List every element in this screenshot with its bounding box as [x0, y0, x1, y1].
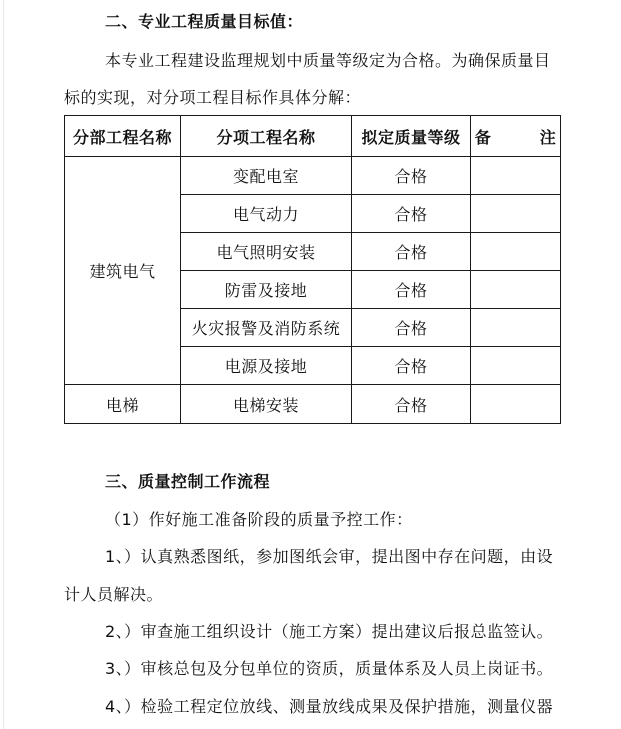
group-cell-elevator: 电梯 — [105, 395, 139, 415]
table-cell-grade: 合格 — [394, 205, 428, 224]
table-cell-note — [471, 233, 560, 270]
quality-target-table — [64, 115, 561, 424]
table-cell-note — [471, 157, 560, 194]
table-cell-item: 电源及接地 — [224, 357, 308, 376]
section-2-intro-line-1: 本专业工程建设监理规划中质量等级定为合格。为确保质量目 — [105, 51, 551, 70]
table-cell-item: 电气动力 — [232, 205, 299, 224]
table-cell-note — [471, 385, 560, 423]
table-cell-grade: 合格 — [394, 357, 428, 376]
table-cell-note — [471, 195, 560, 232]
table-cell-grade: 合格 — [394, 319, 428, 338]
paragraph-3: 2、）审查施工组织设计（施工方案）提出建议后报总监签认。 — [105, 622, 554, 641]
table-cell-item: 电梯安装 — [232, 395, 299, 415]
section-2-intro-line-2: 标的实现，对分项工程目标作具体分解： — [64, 88, 362, 107]
paragraph-4: 3、）审核总包及分包单位的资质，质量体系及人员上岗证书。 — [105, 659, 554, 678]
header-quality-grade: 拟定质量等级 — [361, 127, 461, 147]
paragraph-5: 4、）检验工程定位放线、测量放线成果及保护措施，测量仪器 — [105, 697, 554, 716]
header-division-name: 分部工程名称 — [72, 127, 172, 147]
table-cell-grade: 合格 — [394, 395, 428, 415]
table-border-bottom — [64, 423, 561, 424]
table-cell-item: 电气照明安装 — [216, 243, 316, 262]
header-remarks: 备 注 — [474, 127, 557, 147]
table-cell-grade: 合格 — [394, 243, 428, 262]
table-cell-item: 防雷及接地 — [224, 281, 308, 300]
section-3-title: 三、质量控制工作流程 — [105, 472, 271, 491]
table-cell-note — [471, 347, 560, 384]
header-item-name: 分项工程名称 — [216, 127, 316, 147]
paragraph-1: （1）作好施工准备阶段的质量予控工作： — [105, 510, 413, 529]
table-cell-note — [471, 271, 560, 308]
section-2-title: 二、专业工程质量目标值： — [105, 12, 304, 31]
paragraph-2-line-2: 计人员解决。 — [64, 585, 164, 604]
table-cell-item: 变配电室 — [232, 167, 299, 186]
group-cell-electrical: 建筑电气 — [89, 262, 156, 281]
table-border-right — [560, 115, 561, 424]
table-cell-item: 火灾报警及消防系统 — [191, 319, 341, 338]
table-cell-grade: 合格 — [394, 167, 428, 186]
table-cell-grade: 合格 — [394, 281, 428, 300]
page-margin-line — [3, 0, 4, 729]
table-cell-note — [471, 309, 560, 346]
paragraph-2-line-1: 1、）认真熟悉图纸，参加图纸会审，提出图中存在问题，由设 — [105, 547, 554, 566]
